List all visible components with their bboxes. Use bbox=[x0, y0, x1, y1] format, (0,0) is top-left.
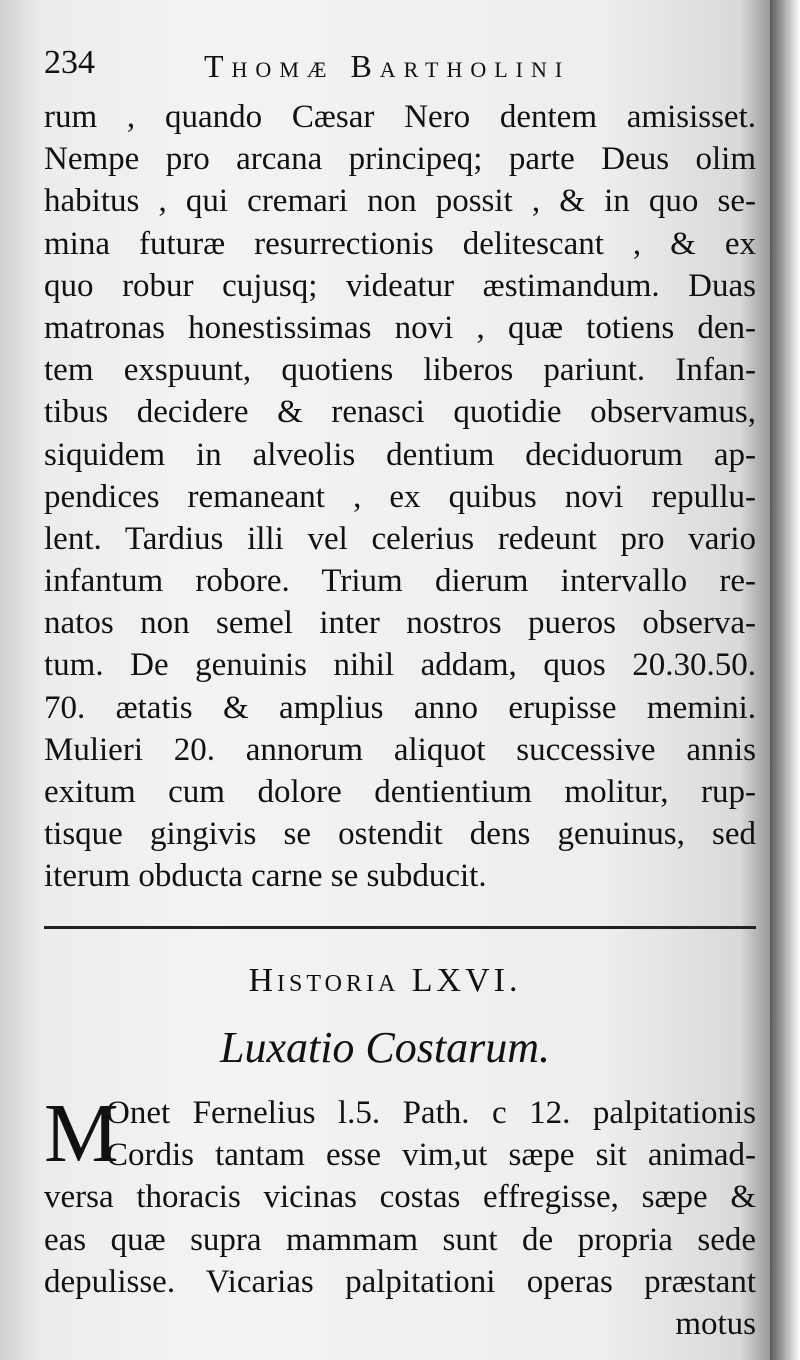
text-line: depulisse. Vicarias palpitationi operas præstant bbox=[44, 1263, 756, 1300]
text-line: pendices remaneant , ex quibus novi repullu- bbox=[44, 478, 756, 515]
text-line: iterum obducta carne se subducit. bbox=[44, 858, 487, 895]
running-title: Thomæ Bartholini bbox=[204, 48, 571, 84]
text-line: tibus decidere & renasci quotidie observamus, bbox=[44, 394, 756, 431]
text-line: tem exspuunt, quotiens liberos pariunt. Infan- bbox=[44, 352, 756, 389]
section-divider bbox=[44, 926, 756, 929]
page-edge-shadow bbox=[770, 0, 800, 1360]
text-line: quo robur cujusq; videatur æstimandum. Duas bbox=[44, 267, 756, 304]
text-line: eas quæ supra mammam sunt de propria sede bbox=[44, 1221, 756, 1258]
drop-cap: M bbox=[44, 1087, 119, 1180]
text-line: lent. Tardius illi vel celerius redeunt pro vario bbox=[44, 520, 756, 557]
text-line: natos non semel inter nostros pueros observa- bbox=[44, 605, 756, 642]
section-subtitle: Luxatio Costarum. bbox=[219, 1023, 551, 1072]
text-line: infantum robore. Trium dierum intervallo re- bbox=[44, 563, 756, 600]
text-line: versa thoracis vicinas costas effregisse, sæpe & bbox=[44, 1179, 756, 1216]
section-heading: Historia LXVI. bbox=[248, 962, 522, 999]
text-line: rum , quando Cæsar Nero dentem amisisset. bbox=[44, 99, 756, 135]
text-line: Cordis tantam esse vim,ut sæpe sit animad- bbox=[106, 1137, 756, 1174]
page-number: 234 bbox=[44, 44, 95, 81]
catchword: motus bbox=[675, 1305, 756, 1342]
text-line: 70. ætatis & amplius anno erupisse memini. bbox=[44, 689, 756, 726]
text-line: habitus , qui cremari non possit , & in quo se- bbox=[44, 183, 756, 220]
text-line: Nempe pro arcana principeq; parte Deus olim bbox=[44, 141, 756, 178]
text-line: exitum cum dolore dentientium molitur, rup- bbox=[44, 774, 756, 810]
text-line: matronas honestissimas novi , quæ totiens den- bbox=[44, 309, 756, 346]
text-line: Mulieri 20. annorum aliquot successive annis bbox=[44, 731, 756, 768]
text-line: Onet Fernelius l.5. Path. c 12. palpitationis bbox=[106, 1095, 756, 1131]
paragraph-2 bbox=[44, 1087, 756, 1345]
text-line: tisque gingivis se ostendit dens genuinus, sed bbox=[44, 816, 756, 853]
text-line: mina futuræ resurrectionis delitescant , & ex bbox=[44, 225, 756, 262]
text-line: tum. De genuinis nihil addam, quos 20.30.50. bbox=[44, 647, 756, 684]
text-line: siquidem in alveolis dentium deciduorum ap- bbox=[44, 436, 756, 473]
paragraph-1 bbox=[44, 96, 756, 898]
